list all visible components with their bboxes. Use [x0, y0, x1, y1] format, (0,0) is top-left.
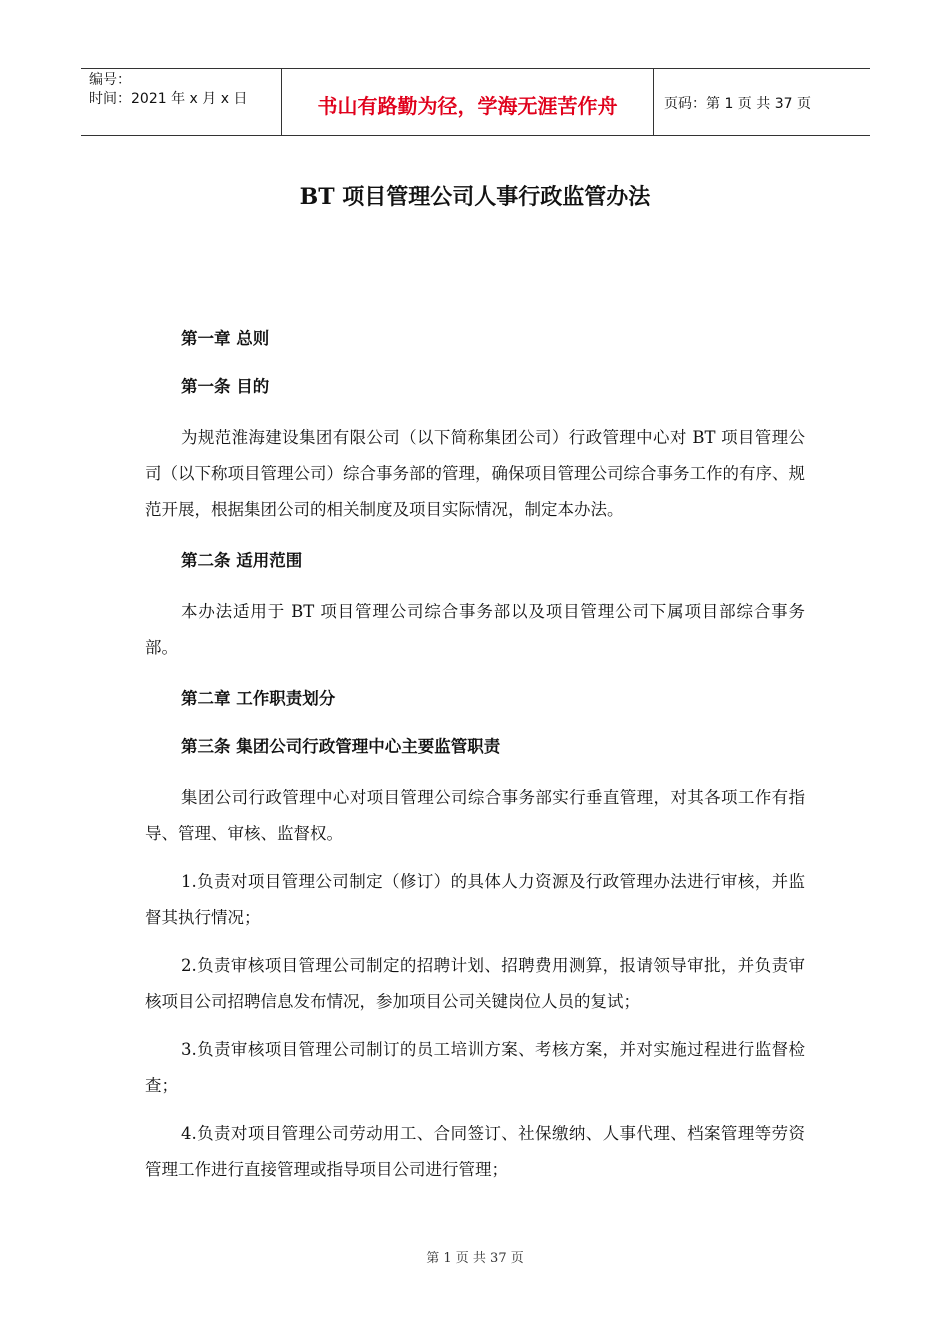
list-item: 3.负责审核项目管理公司制订的员工培训方案、考核方案，并对实施过程进行监督检查；	[145, 1040, 805, 1095]
document-header	[81, 68, 870, 136]
list-item: 4.负责对项目管理公司劳动用工、合同签订、社保缴纳、人事代理、档案管理等劳资管理工作进行直接管理或指导项目公司进行管理；	[145, 1124, 805, 1179]
article-heading: 第三条 集团公司行政管理中心主要监管职责	[181, 737, 501, 756]
header-page-info: 页码：第 1 页 共 37 页	[664, 96, 811, 112]
article-heading: 第一条 目的	[181, 377, 270, 396]
header-motto: 书山有路勤为径，学海无涯苦作舟	[281, 69, 654, 135]
time-label: 时间：2021 年 x 月 x 日	[89, 91, 248, 107]
article-paragraph: 为规范淮海建设集团有限公司（以下简称集团公司）行政管理中心对 BT 项目管理公司（以下称项目管理公司）综合事务部的管理，确保项目管理公司综合事务工作的有序、规范开展，根据集团公司的相关制度及项目实际情况，制定本办法。	[145, 428, 805, 519]
header-meta	[81, 69, 281, 135]
list-item: 1.负责对项目管理公司制定（修订）的具体人力资源及行政管理办法进行审核，并监督其执行情况；	[145, 872, 805, 927]
list-item: 2.负责审核项目管理公司制定的招聘计划、招聘费用测算，报请领导审批，并负责审核项目公司招聘信息发布情况，参加项目公司关键岗位人员的复试；	[145, 956, 805, 1011]
chapter-heading: 第一章 总则	[181, 329, 270, 348]
article-paragraph: 集团公司行政管理中心对项目管理公司综合事务部实行垂直管理，对其各项工作有指导、管理、审核、监督权。	[145, 788, 805, 843]
page-footer: 第 1 页 共 37 页	[426, 1251, 524, 1266]
document-title: BT 项目管理公司人事行政监管办法	[299, 184, 651, 210]
chapter-heading: 第二章 工作职责划分	[181, 689, 336, 708]
article-heading: 第二条 适用范围	[181, 551, 303, 570]
document-body	[145, 324, 805, 1188]
article-paragraph: 本办法适用于 BT 项目管理公司综合事务部以及项目管理公司下属项目部综合事务部。	[145, 602, 805, 657]
number-label: 编号：	[89, 72, 131, 88]
